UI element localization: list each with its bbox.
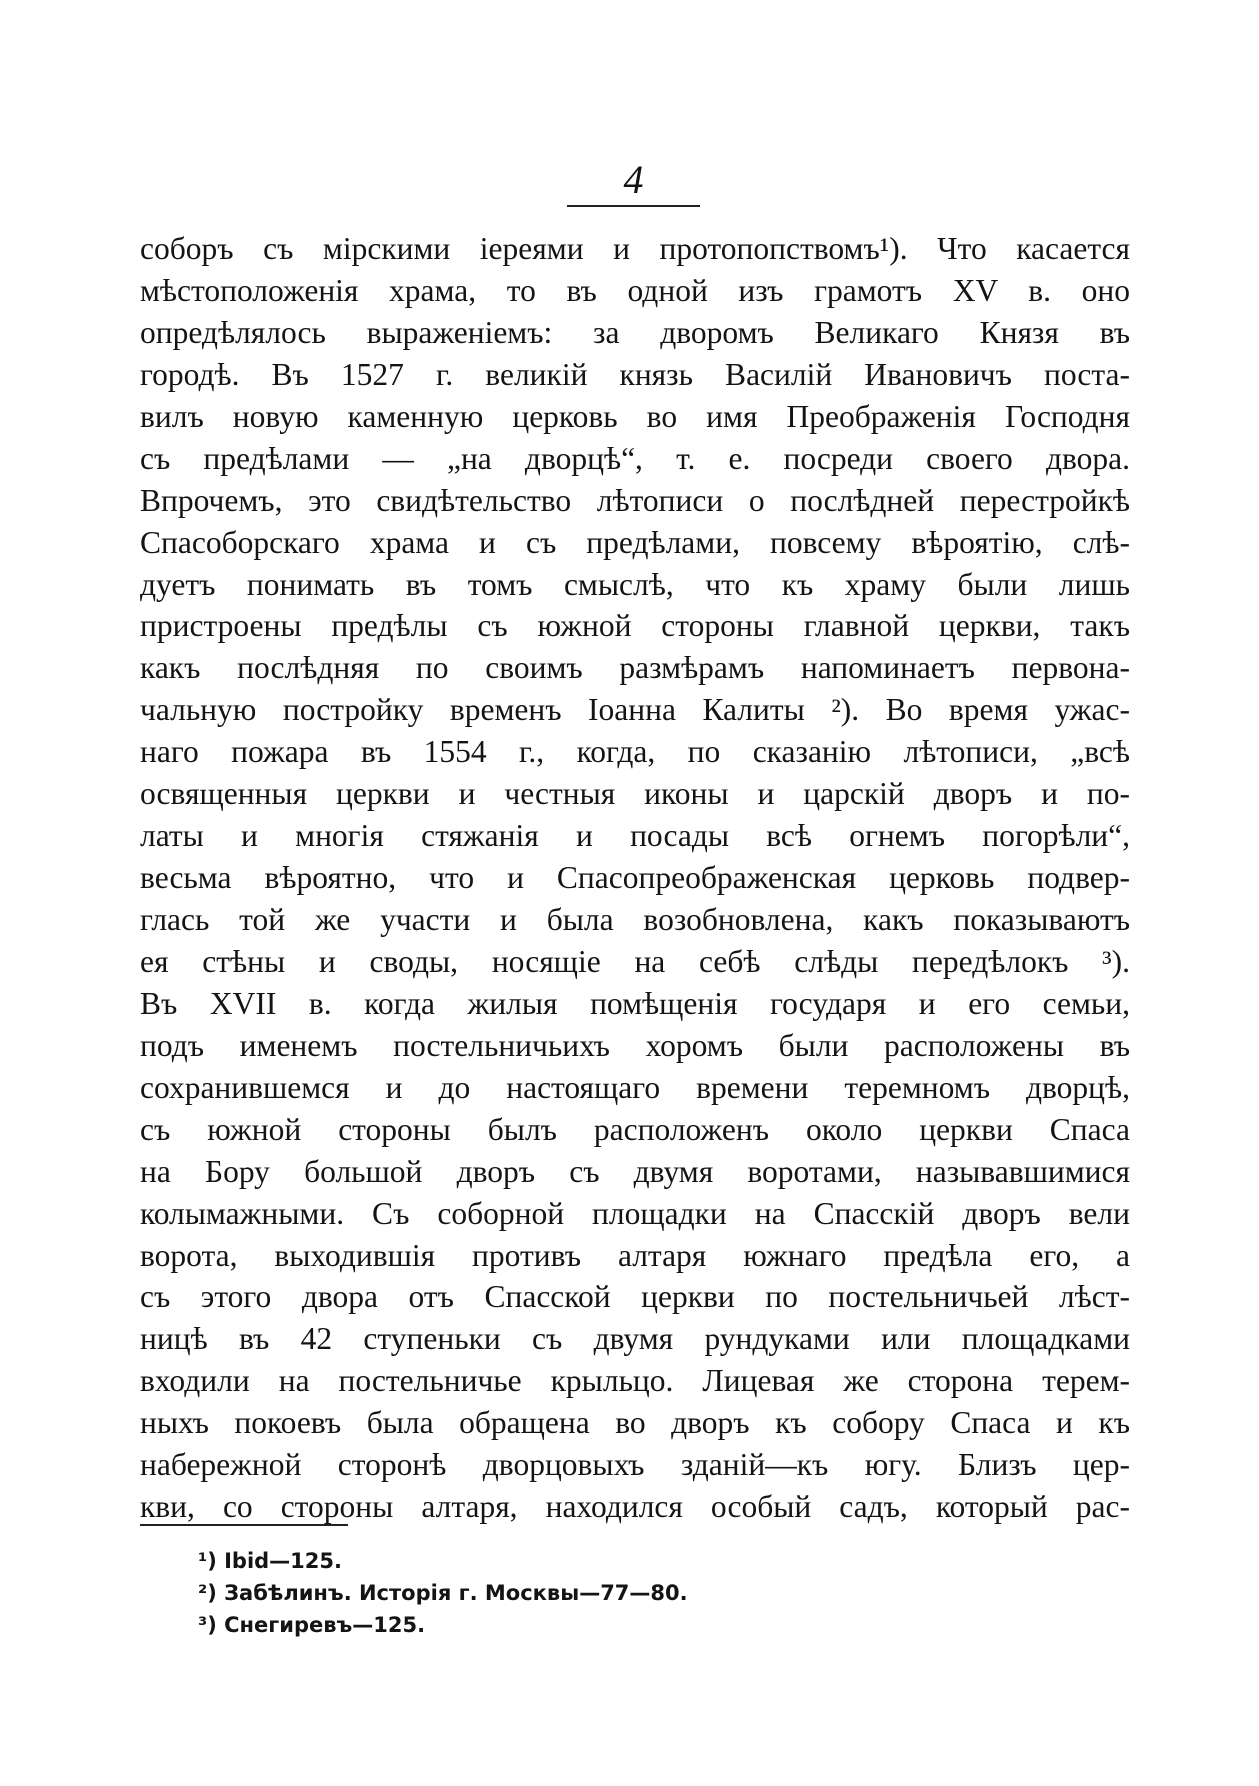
text-line: Въ XVII в. когда жилыя помѣщенія государя и его семьи, — [140, 985, 1130, 1021]
footnote: ²) Забѣлинъ. Исторія г. Москвы—77—80. — [198, 1581, 688, 1605]
text-line: съ южной стороны былъ расположенъ около церкви Спаса — [140, 1111, 1130, 1147]
text-line: съ этого двора отъ Спасской церкви по постельничьей лѣст- — [140, 1279, 1130, 1315]
text-line: Впрочемъ, это свидѣтельство лѣтописи о послѣдней перестройкѣ — [140, 482, 1130, 518]
text-line: дуетъ понимать въ томъ смыслѣ, что къ храму были лишь — [140, 566, 1130, 602]
text-line: ворота, выходившія противъ алтаря южнаго предѣла его, а — [140, 1237, 1130, 1273]
footnote: ³) Снегиревъ—125. — [198, 1613, 426, 1637]
text-line: весьма вѣроятно, что и Спасопреображенская церковь подвер- — [140, 860, 1130, 896]
text-line: подъ именемъ постельничьихъ хоромъ были расположены въ — [140, 1027, 1130, 1063]
footnotes — [198, 1545, 898, 1641]
text-line: чальную постройку временъ Іоанна Калиты ²). Во время ужас- — [140, 692, 1130, 728]
text-line: опредѣлялось выраженіемъ: за дворомъ Великаго Князя въ — [140, 314, 1130, 350]
text-line: соборъ съ мірскими іереями и протопопствомъ¹). Что касается — [140, 231, 1130, 266]
text-line: колымажными. Съ соборной площадки на Спасскій дворъ вели — [140, 1195, 1130, 1231]
text-line: глась той же участи и была возобновлена, какъ показываютъ — [140, 902, 1130, 937]
text-line: освященныя церкви и честныя иконы и царскій дворъ и по- — [140, 776, 1130, 812]
text-line: набережной сторонѣ дворцовыхъ зданій—къ югу. Близъ цер- — [140, 1447, 1130, 1483]
text-line: городѣ. Въ 1527 г. великій князь Василій Ивановичъ поста- — [140, 356, 1130, 392]
text-line: вилъ новую каменную церковь во имя Преображенія Господня — [140, 398, 1130, 434]
text-line: Спасоборскаго храма и съ предѣлами, повсему вѣроятію, слѣ- — [140, 524, 1130, 560]
text-line: съ предѣлами — „на дворцѣ“, т. е. посреди своего двора. — [140, 440, 1130, 476]
text-line: латы и многія стяжанія и посады всѣ огнемъ погорѣли“, — [140, 818, 1130, 854]
page-number: 4 — [623, 157, 644, 202]
text-line: ея стѣны и своды, носящіе на себѣ слѣды передѣлокъ ³). — [140, 943, 1130, 979]
text-line: ницѣ въ 42 ступеньки съ двумя рундуками или площадками — [140, 1321, 1130, 1357]
footnote: ¹) Ibid—125. — [198, 1549, 342, 1573]
text-line: на Бору большой дворъ съ двумя воротами, называвшимися — [140, 1153, 1130, 1189]
text-line: входили на постельничье крыльцо. Лицевая же сторона терем- — [140, 1363, 1130, 1399]
text-line: наго пожара въ 1554 г., когда, по сказанію лѣтописи, „всѣ — [140, 734, 1130, 770]
footnote-separator — [140, 1524, 348, 1526]
body-text — [140, 228, 1130, 1528]
text-line: мѣстоположенія храма, то въ одной изъ грамотъ XV в. оно — [140, 272, 1130, 308]
page-number-underline — [567, 205, 700, 207]
text-line: ныхъ покоевъ была обращена во дворъ къ собору Спаса и къ — [140, 1405, 1130, 1441]
text-line: сохранившемся и до настоящаго времени теремномъ дворцѣ, — [140, 1069, 1130, 1105]
text-line: кви, со стороны алтаря, находился особый садъ, который рас- — [140, 1489, 1130, 1525]
text-line: пристроены предѣлы съ южной стороны главной церкви, такъ — [140, 608, 1130, 644]
text-line: какъ послѣдняя по своимъ размѣрамъ напоминаетъ первона- — [140, 650, 1130, 686]
